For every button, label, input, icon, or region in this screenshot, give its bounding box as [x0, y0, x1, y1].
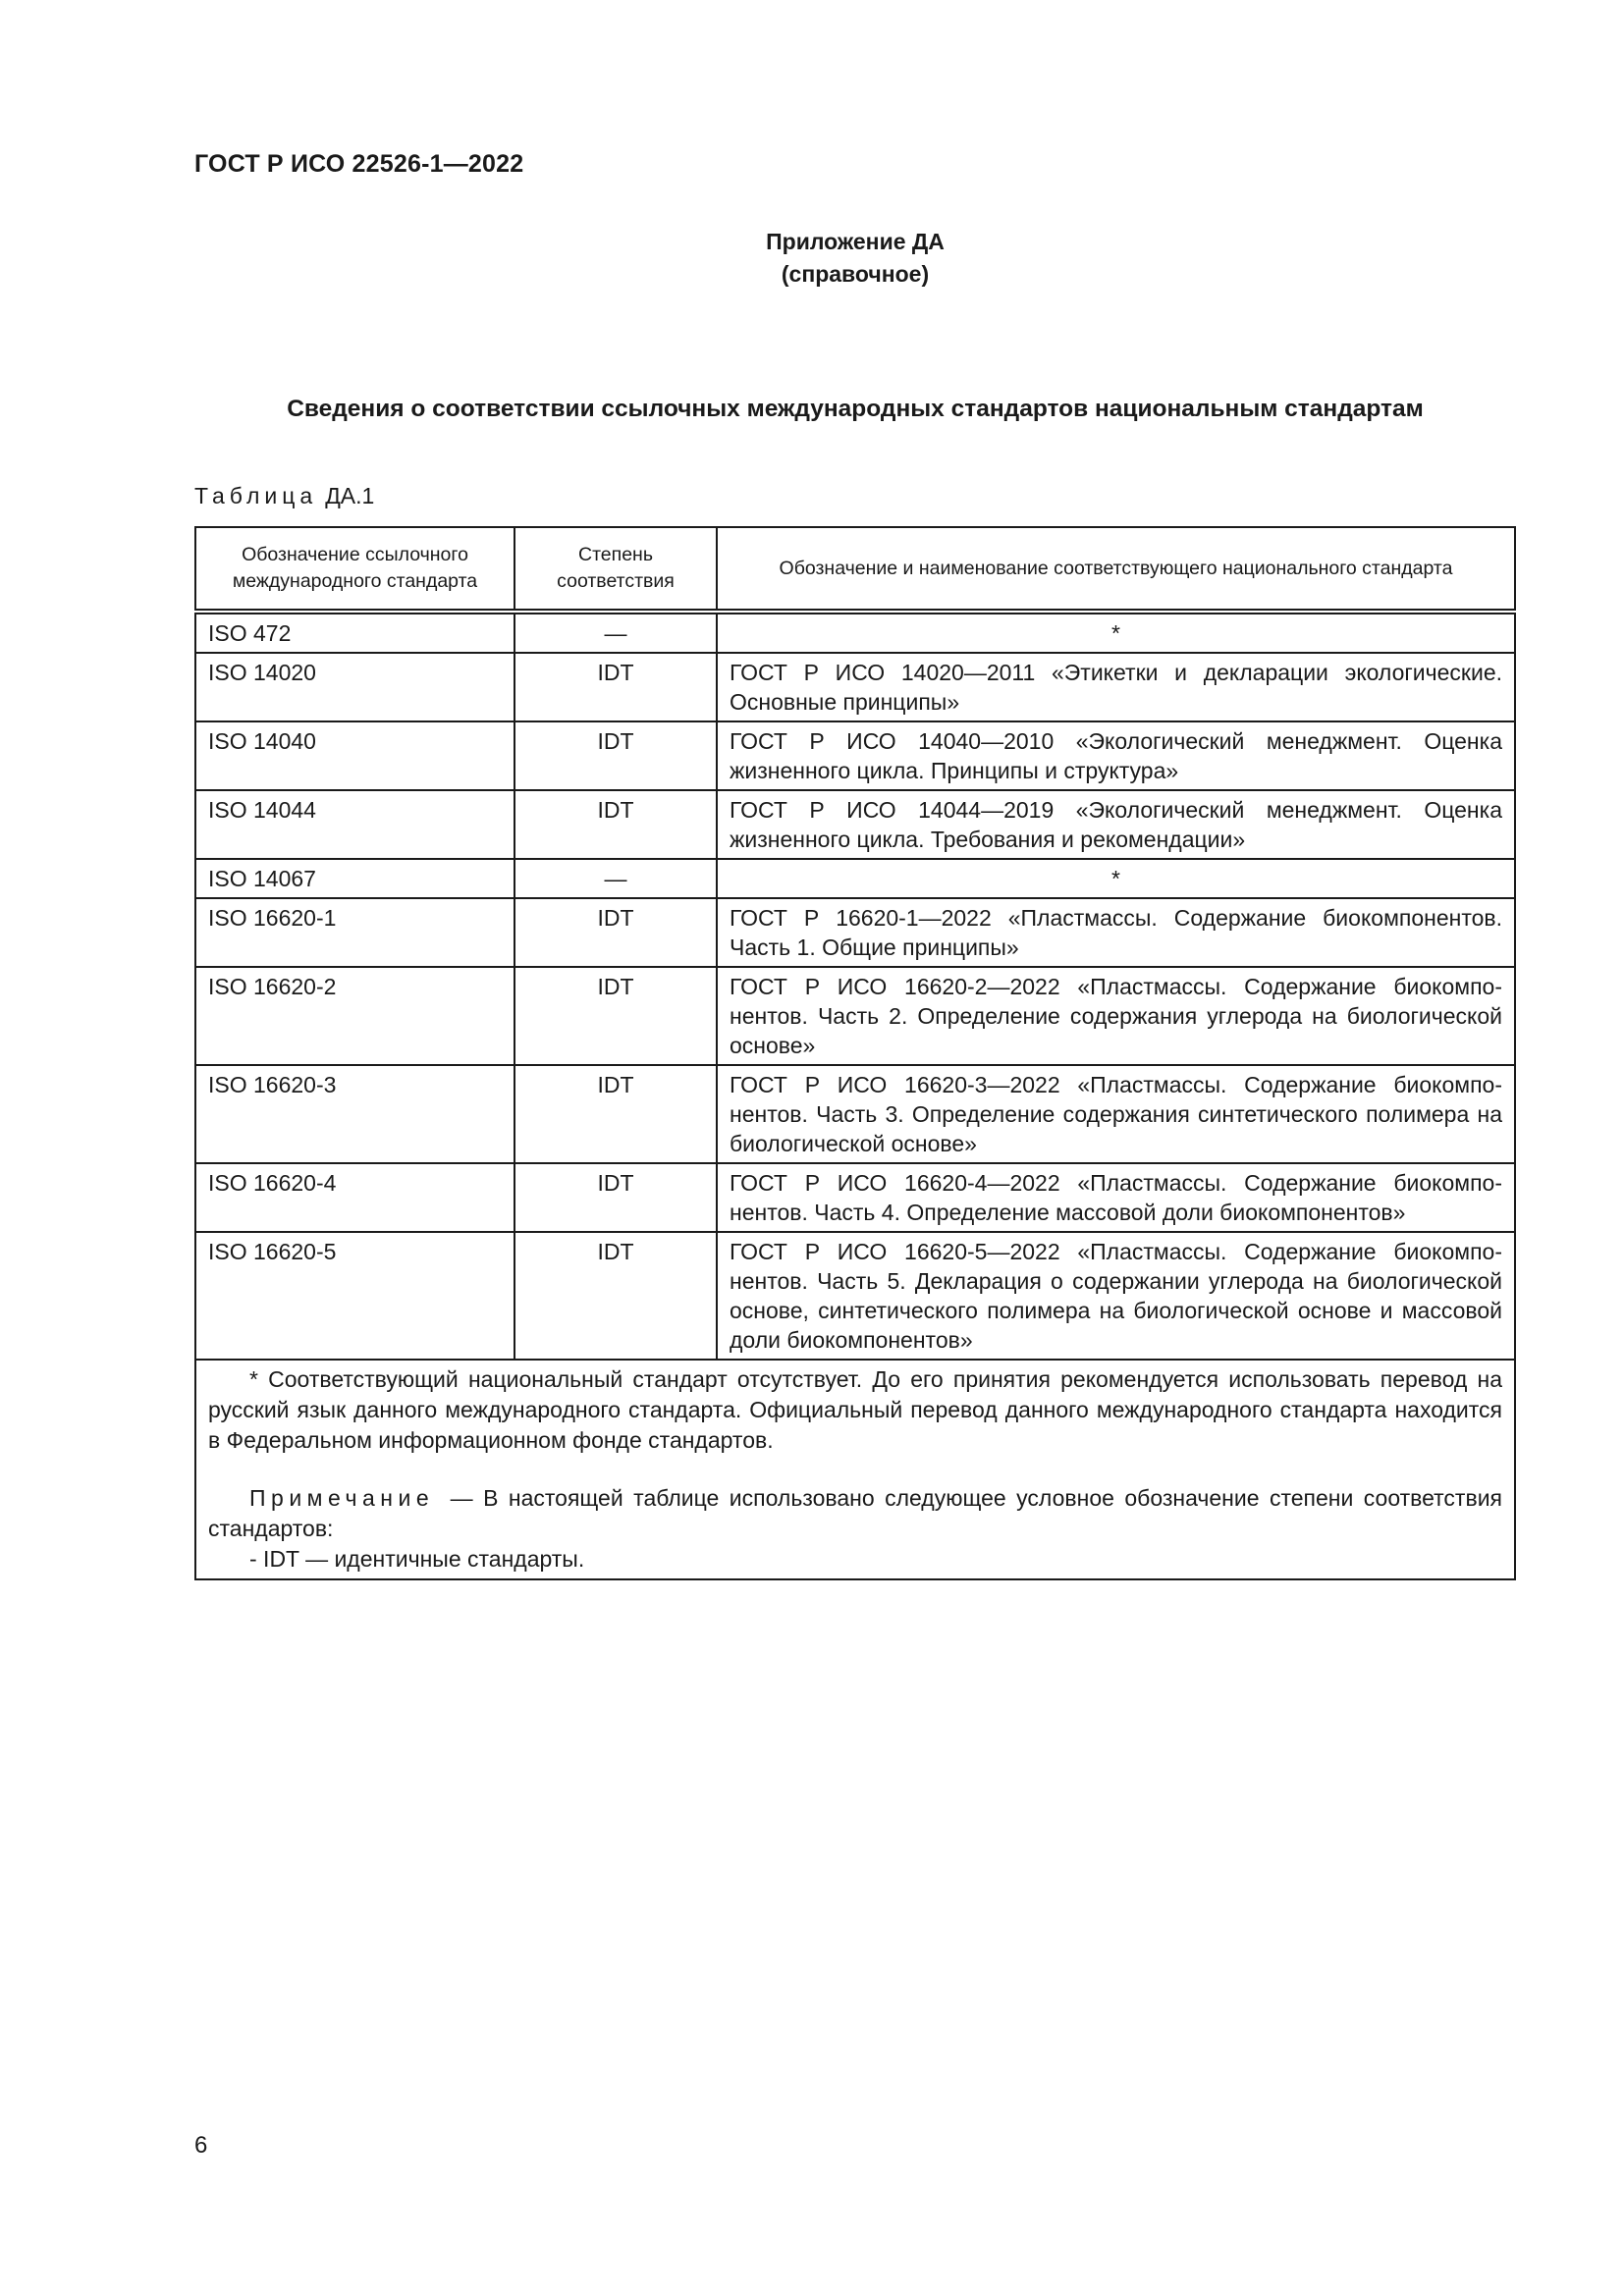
- cell-reference: ISO 14067: [195, 859, 514, 898]
- header-degree: Степень соответствия: [514, 527, 717, 612]
- cell-degree: —: [514, 859, 717, 898]
- cell-reference: ISO 14020: [195, 653, 514, 721]
- note-text: — В настоящей таблице использовано следующее условное обозначение степени соответствия стандартов:: [208, 1485, 1502, 1541]
- cell-degree: IDT: [514, 1163, 717, 1232]
- note-label: Примечание: [249, 1485, 435, 1511]
- section-title: Сведения о соответствии ссылочных международных стандартов национальным стандартам: [287, 396, 1424, 422]
- cell-degree: IDT: [514, 1232, 717, 1360]
- cell-degree: IDT: [514, 967, 717, 1065]
- standards-table: [194, 526, 1516, 1580]
- cell-national: ГОСТ Р ИСО 16620-3—2022 «Пластмассы. Содержание биокомпонентов. Часть 3. Определение содержания синтетического полимера на биологической основе»: [717, 1065, 1515, 1163]
- document-code: ГОСТ Р ИСО 22526-1—2022: [194, 150, 524, 178]
- cell-national: ГОСТ Р ИСО 14020—2011 «Этикетки и декларации экологические. Основные принципы»: [717, 653, 1515, 721]
- table-caption: [194, 483, 374, 509]
- table-caption-number: ДА.1: [325, 483, 375, 508]
- cell-national: *: [717, 612, 1515, 653]
- cell-reference: ISO 14044: [195, 790, 514, 859]
- table-row: [195, 967, 1515, 1065]
- cell-reference: ISO 14040: [195, 721, 514, 790]
- cell-reference: ISO 472: [195, 612, 514, 653]
- cell-reference: ISO 16620-1: [195, 898, 514, 967]
- cell-national: ГОСТ Р ИСО 14044—2019 «Экологический менеджмент. Оценка жизненного цикла. Требования и рекомендации»: [717, 790, 1515, 859]
- cell-national: *: [717, 859, 1515, 898]
- table-caption-word: Таблица: [194, 483, 318, 508]
- cell-reference: ISO 16620-2: [195, 967, 514, 1065]
- cell-national: ГОСТ Р ИСО 16620-2—2022 «Пластмассы. Содержание биокомпонентов. Часть 2. Определение содержания углерода на биологической основе»: [717, 967, 1515, 1065]
- table-header-row: [195, 527, 1515, 612]
- table-footer: [195, 1360, 1515, 1579]
- table-row: [195, 1065, 1515, 1163]
- cell-national: ГОСТ Р ИСО 16620-5—2022 «Пластмассы. Содержание биокомпонентов. Часть 5. Декларация о содержании углерода на биологической основе, синтетического полимера на биологической основе и массовой доли биокомпонентов»: [717, 1232, 1515, 1360]
- header-reference-standard: Обозначение ссылочного международного стандарта: [195, 527, 514, 612]
- appendix-type: (справочное): [781, 261, 930, 287]
- cell-degree: IDT: [514, 898, 717, 967]
- footnote: * Соответствующий национальный стандарт отсутствует. До его принятия рекомендуется использовать перевод на русский язык данного международного стандарта. Официальный перевод данного международного стандарта находится в Федеральном информационном фонде стандартов.: [208, 1366, 1502, 1453]
- cell-national: ГОСТ Р 16620-1—2022 «Пластмассы. Содержание биокомпонентов. Часть 1. Общие принципы»: [717, 898, 1515, 967]
- cell-degree: —: [514, 612, 717, 653]
- cell-degree: IDT: [514, 1065, 717, 1163]
- table-row: [195, 653, 1515, 721]
- cell-national: ГОСТ Р ИСО 16620-4—2022 «Пластмассы. Содержание биокомпонентов. Часть 4. Определение массовой доли биокомпонентов»: [717, 1163, 1515, 1232]
- table-row: [195, 1163, 1515, 1232]
- table-row: [195, 859, 1515, 898]
- cell-reference: ISO 16620-5: [195, 1232, 514, 1360]
- page-number: 6: [194, 2132, 208, 2159]
- cell-degree: IDT: [514, 790, 717, 859]
- cell-reference: ISO 16620-3: [195, 1065, 514, 1163]
- cell-degree: IDT: [514, 721, 717, 790]
- table-footer-row: [195, 1360, 1515, 1579]
- table-row: [195, 898, 1515, 967]
- table-note: [208, 1483, 1502, 1544]
- header-national-standard: Обозначение и наименование соответствующего национального стандарта: [717, 527, 1515, 612]
- table-row: [195, 612, 1515, 653]
- appendix-heading: [194, 226, 1516, 291]
- cell-degree: IDT: [514, 653, 717, 721]
- note-item: - IDT — идентичные стандарты.: [249, 1546, 585, 1572]
- cell-reference: ISO 16620-4: [195, 1163, 514, 1232]
- table-row: [195, 790, 1515, 859]
- appendix-title: Приложение ДА: [766, 229, 945, 254]
- table-row: [195, 721, 1515, 790]
- cell-national: ГОСТ Р ИСО 14040—2010 «Экологический менеджмент. Оценка жизненного цикла. Принципы и структура»: [717, 721, 1515, 790]
- table-row: [195, 1232, 1515, 1360]
